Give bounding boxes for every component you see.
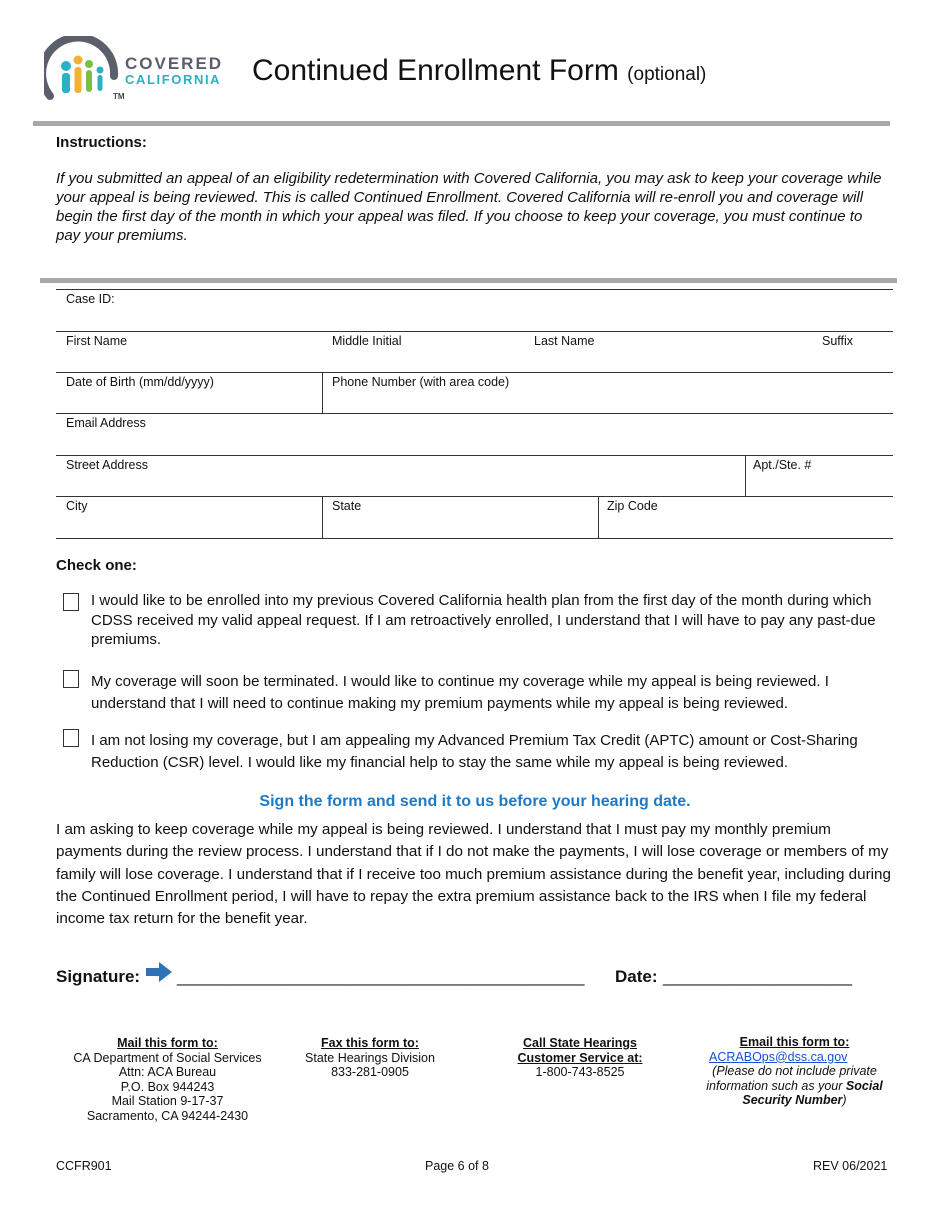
mail-line: Mail Station 9-17-37 — [111, 1094, 224, 1109]
call-heading-1: Call State Hearings — [523, 1036, 637, 1050]
suffix-field[interactable]: Suffix — [822, 334, 854, 348]
logo-text-california: CALIFORNIA — [125, 72, 222, 87]
grid-line — [322, 372, 323, 413]
street-address-field[interactable]: Street Address — [66, 458, 148, 472]
grid-line — [745, 455, 746, 496]
signature-label: Signature: — [56, 967, 141, 986]
option-3-text: I am not losing my coverage, but I am appealing my Advanced Premium Tax Credit (APTC) amount or Cost-Sharing Reduction (CSR) level. I would like my financial help to stay the same while my appeal is being reviewed. — [91, 732, 858, 771]
mail-line: Sacramento, CA 94244-2430 — [86, 1108, 249, 1123]
first-name-field[interactable]: First Name — [66, 334, 128, 348]
email-contact — [692, 1035, 897, 1108]
grid-line — [56, 372, 893, 373]
date-label: Date: — [615, 967, 658, 986]
email-field[interactable]: Email Address — [66, 416, 146, 430]
call-heading-2: Customer Service at: — [517, 1050, 643, 1065]
city-field[interactable]: City — [66, 499, 88, 513]
mail-contact — [55, 1036, 280, 1124]
state-field[interactable]: State — [332, 499, 362, 513]
call-contact — [495, 1036, 665, 1080]
grid-line — [56, 538, 893, 539]
email-heading: Email this form to: — [739, 1035, 850, 1049]
mail-line: P.O. Box 944243 — [120, 1079, 215, 1094]
grid-line — [56, 289, 893, 290]
form-id: CCFR901 — [56, 1159, 112, 1173]
option-3-checkbox[interactable] — [63, 729, 79, 747]
revision: REV 06/2021 — [813, 1159, 888, 1173]
logo-trademark: TM — [113, 92, 125, 101]
option-2-checkbox[interactable] — [63, 670, 79, 688]
check-one-heading: Check one: — [56, 557, 137, 574]
mail-heading: Mail this form to: — [117, 1036, 218, 1050]
mail-line: CA Department of Social Services — [73, 1050, 262, 1065]
form-divider — [40, 278, 897, 283]
email-link[interactable]: ACRABOps@dss.ca.gov — [709, 1049, 848, 1064]
sign-heading: Sign the form and send it to us before your hearing date. — [259, 793, 691, 810]
email-note-bold-2: Security Number — [742, 1093, 843, 1108]
apt-field[interactable]: Apt./Ste. # — [753, 458, 812, 472]
grid-line — [56, 413, 893, 414]
attestation-text: I am asking to keep coverage while my appeal is being reviewed. I understand that I must pay my monthly premium payments during the review process. I understand that if I do not make the payments, I will lose coverage or members of my family will lose coverage. I understand that if I receive too much premium assistance during the benefit year, including during the Continued Enrollment period, I will have to repay the extra premium assistance back to the IRS when I file my federal income tax return for the benefit year. — [56, 821, 891, 928]
date-field[interactable]: ____________________ — [663, 967, 853, 986]
option-2-text: My coverage will soon be terminated. I would like to continue my coverage while my appeal is being reviewed. I understand that I will need to continue making my premium payments while my appeal is being reviewed. — [91, 673, 829, 712]
page-title — [252, 54, 706, 88]
logo-text-covered: COVERED — [125, 54, 224, 73]
zip-field[interactable]: Zip Code — [607, 499, 658, 513]
grid-line — [598, 496, 599, 538]
email-note — [692, 1064, 897, 1108]
phone-field[interactable]: Phone Number (with area code) — [332, 375, 510, 389]
middle-initial-field[interactable]: Middle Initial — [332, 334, 402, 348]
grid-line — [322, 496, 323, 538]
grid-line — [56, 496, 893, 497]
option-1-checkbox[interactable] — [63, 593, 79, 611]
logo-arc-icon — [44, 36, 124, 108]
instructions-heading: Instructions: — [56, 134, 147, 151]
title-text: Continued Enrollment Form — [252, 54, 619, 87]
page-number: Page 6 of 8 — [425, 1159, 489, 1173]
fax-heading: Fax this form to: — [321, 1036, 419, 1050]
mail-line: Attn: ACA Bureau — [118, 1065, 217, 1080]
call-phone: 1-800-743-8525 — [535, 1065, 625, 1080]
signature-field[interactable]: ____________________________________________ — [177, 967, 585, 986]
fax-contact — [290, 1036, 450, 1080]
email-note-bold-1: Social — [845, 1078, 883, 1093]
email-note-line-2: information such as your — [706, 1078, 843, 1093]
fax-line: State Hearings Division — [305, 1050, 435, 1065]
email-note-line-1: (Please do not include private — [712, 1064, 877, 1079]
grid-line — [56, 455, 893, 456]
dob-field[interactable]: Date of Birth (mm/dd/yyyy) — [66, 375, 214, 389]
instructions-body: If you submitted an appeal of an eligibility redetermination with Covered California, you may ask to keep your coverage while your appeal is being reviewed. This is called Continued Enrollment. Covered California will re-enroll you and coverage will begin the first day of the month in which your appeal was filed. If you choose to keep your coverage, you must continue to pay your premiums. — [56, 170, 882, 244]
fax-number: 833-281-0905 — [331, 1065, 409, 1080]
case-id-field[interactable]: Case ID: — [66, 292, 115, 306]
option-1-text: I would like to be enrolled into my previous Covered California health plan from the first day of the month during which CDSS received my valid appeal request. If I am retroactively enrolled, I understand that I will have to pay any past-due premiums. — [91, 592, 876, 648]
email-note-end: ) — [842, 1093, 847, 1108]
title-optional: (optional) — [627, 64, 707, 85]
last-name-field[interactable]: Last Name — [534, 334, 595, 348]
arrow-right-icon — [146, 962, 172, 982]
header-divider — [33, 121, 890, 126]
grid-line — [56, 331, 893, 332]
